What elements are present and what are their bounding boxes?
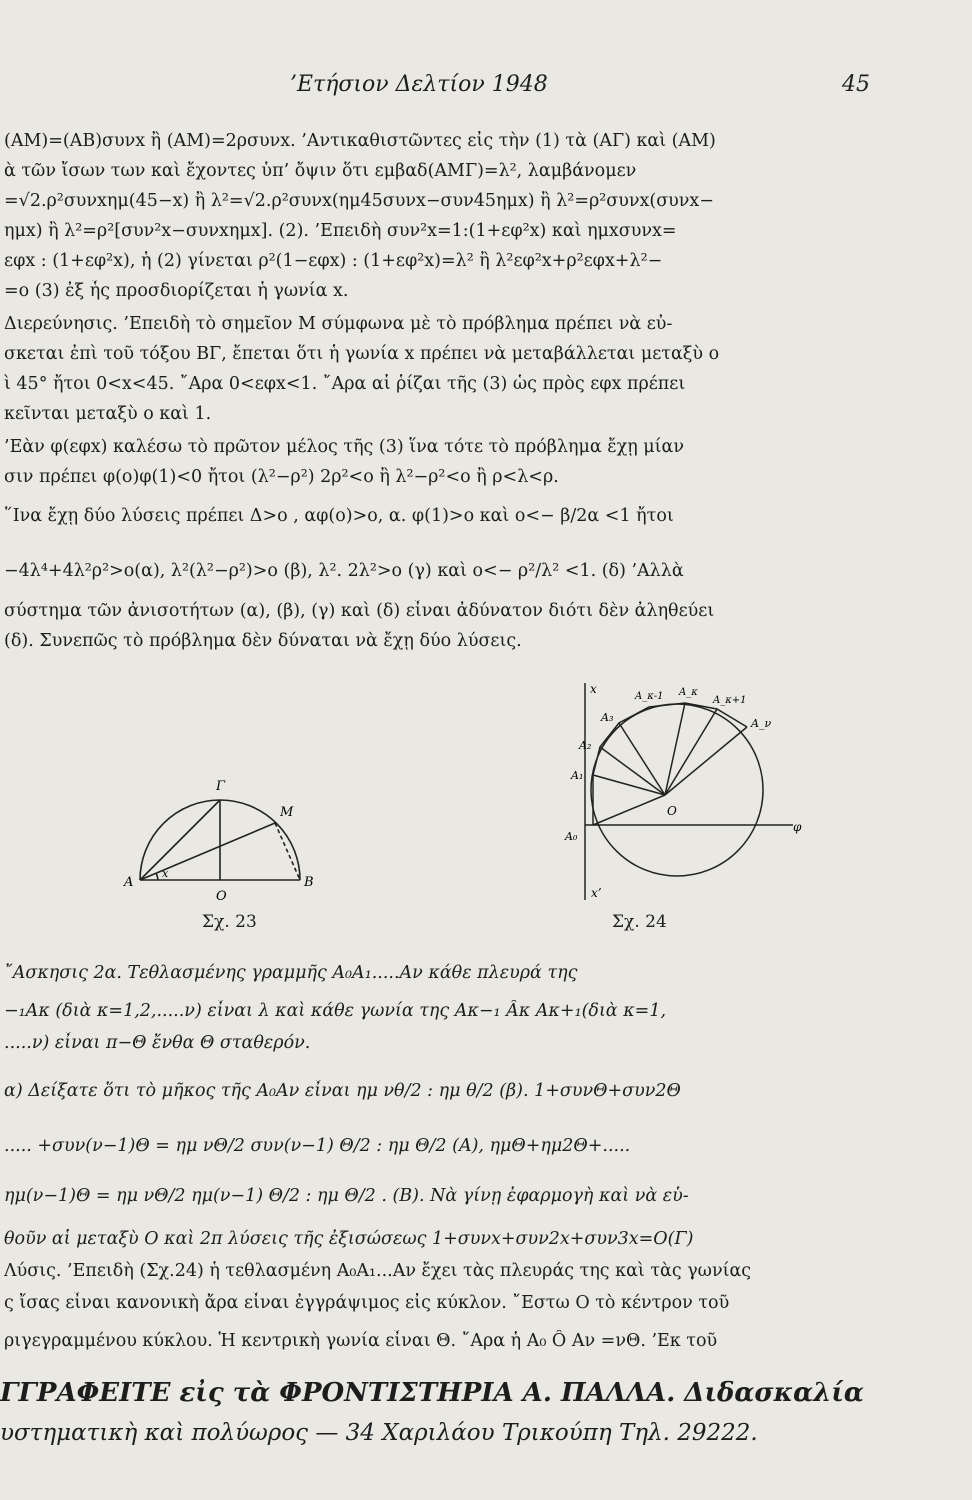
text-line: (δ). Συνεπῶς τὸ πρόβλημα δὲν δύναται νὰ ἔχῃ δύο λύσεις. <box>4 631 522 651</box>
text-line: σύστημα τῶν ἀνισοτήτων (α), (β), (γ) καὶ (δ) εἶναι ἀδύνατον διότι δὲν ἀληθεύει <box>4 601 715 621</box>
text-line: =ο (3) ἐξ ἧς προσδιορίζεται ἡ γωνία x. <box>4 281 349 301</box>
text-line: −4λ⁴+4λ²ρ²>ο(α), λ²(λ²−ρ²)>ο (β), λ². 2λ²>ο (γ) καὶ ο<− ρ²/λ² <1. (δ) ’Αλλὰ <box>4 561 684 581</box>
text-line: (ΑΜ)=(ΑΒ)συνx ἢ (ΑΜ)=2ρσυνx. ’Αντικαθιστῶντες εἰς τὴν (1) τὰ (ΑΓ) καὶ (ΑΜ) <box>4 131 716 151</box>
chord-am <box>140 823 275 880</box>
label-a2: Α₂ <box>579 739 592 752</box>
label-o: Ο <box>667 804 677 818</box>
solution-line: Λύσις. ’Επειδὴ (Σχ.24) ἡ τεθλασμένη Α₀Α₁...Αν ἔχει τὰς πλευράς της καὶ τὰς γωνίας <box>4 1261 752 1281</box>
text-line: ὶ 45° ἤτοι 0<x<45. ῎Αρα 0<εφx<1. ῎Αρα αἱ ῥίζαι τῆς (3) ὡς πρὸς εφx πρέπει <box>4 374 686 394</box>
solution-line: ριγεγραμμένου κύκλου. Ἡ κεντρικὴ γωνία εἶναι Θ. ῎Αρα ἡ Α₀ Ô Αν =νΘ. ’Εκ τοῦ <box>4 1331 718 1351</box>
text-line: εφx : (1+εφ²x), ἡ (2) γίνεται ρ²(1−εφx) : (1+εφ²x)=λ² ἢ λ²εφ²x+ρ²εφx+λ²− <box>4 251 663 271</box>
figure-23-caption: Σχ. 23 <box>202 912 257 932</box>
solution-line: ς ἴσας εἶναι κανονικὴ ἄρα εἶναι ἐγγράψιμος εἰς κύκλον. ῎Εστω Ο τὸ κέντρον τοῦ <box>4 1293 730 1313</box>
label-ak: Α_κ <box>679 687 698 698</box>
label-ak-plus-1: Α_κ+1 <box>713 695 747 706</box>
label-m: Μ <box>280 805 294 820</box>
label-g: Γ <box>216 779 226 794</box>
label-b: Β <box>304 875 314 890</box>
text-line: κεῖνται μεταξὺ ο καὶ 1. <box>4 404 212 424</box>
label-ak-minus-1: Α_κ-1 <box>635 691 664 702</box>
exercise-line: ..... +συν(ν−1)Θ = ημ νΘ/2 συν(ν−1) Θ/2 : ημ Θ/2 (Α), ημΘ+ημ2Θ+..... <box>4 1136 631 1156</box>
exercise-line: α) Δείξατε ὅτι τὸ μῆκος τῆς Α₀Αν εἶναι ημ νθ/2 : ημ θ/2 (β). 1+συνΘ+συν2Θ <box>4 1081 681 1101</box>
figure-24 <box>555 675 815 910</box>
text-line: σιν πρέπει φ(ο)φ(1)<0 ἤτοι (λ²−ρ²) 2ρ²<ο ἢ λ²−ρ²<ο ἢ ρ<λ<ρ. <box>4 467 559 487</box>
angle-x-arc <box>156 873 158 880</box>
exercise-line: ημ(ν−1)Θ = ημ νΘ/2 ημ(ν−1) Θ/2 : ημ Θ/2 . (Β). Νὰ γίνῃ ἐφαρμογὴ καὶ νὰ εὑ- <box>4 1186 689 1206</box>
label-x: x <box>162 867 169 880</box>
exercise-line: θοῦν αἱ μεταξὺ Ο καὶ 2π λύσεις τῆς ἐξισώσεως 1+συνx+συν2x+συν3x=O(Γ) <box>4 1229 694 1249</box>
page-number: 45 <box>842 72 870 97</box>
text-line: ὰ τῶν ἴσων των καὶ ἔχοντες ὑπ’ ὄψιν ὅτι εμβαδ(ΑΜΓ)=λ², λαμβάνομεν <box>4 161 637 181</box>
running-header: ’Ετήσιον Δελτίον 1948 <box>290 72 548 97</box>
radius-a0 <box>593 795 665 825</box>
radius-ak1 <box>665 709 717 795</box>
label-phi: φ <box>793 820 802 834</box>
chord-ag <box>140 800 220 880</box>
label-x-prime: x’ <box>591 886 602 900</box>
circumscribed-circle <box>591 704 763 876</box>
label-a1: Α₁ <box>571 769 584 782</box>
label-a0: Α₀ <box>565 830 578 843</box>
label-x-axis: x <box>590 682 597 696</box>
radius-a2 <box>600 747 665 795</box>
text-line: =√2.ρ²συνxημ(45−x) ἢ λ²=√2.ρ²συνx(ημ45συνx−συν45ημx) ἢ λ²=ρ²συνx(συνx− <box>4 191 714 211</box>
text-line: ῞Ινα ἔχῃ δύο λύσεις πρέπει Δ>ο , αφ(ο)>ο, α. φ(1)>ο καὶ ο<− β/2α <1 ἤτοι <box>4 506 674 526</box>
figure-23 <box>110 740 330 910</box>
text-line: ’Εὰν φ(εφx) καλέσω τὸ πρῶτον μέλος τῆς (3) ἵνα τότε τὸ πρόβλημα ἔχῃ μίαν <box>4 437 684 457</box>
figure-24-caption: Σχ. 24 <box>612 912 667 932</box>
label-an: Α_ν <box>751 717 772 730</box>
label-a3: Α₃ <box>601 711 614 724</box>
advert-line-2: υστηματικὴ καὶ πολύωρος — 34 Χαριλάου Τρικούπη Τηλ. 29222. <box>0 1420 758 1446</box>
chord-mb <box>275 823 300 880</box>
text-line: σκεται ἐπὶ τοῦ τόξου ΒΓ, ἔπεται ὅτι ἡ γωνία x πρέπει νὰ μεταβάλλεται μεταξὺ ο <box>4 344 720 364</box>
label-a: Α <box>124 875 134 890</box>
text-line: Διερεύνησις. ’Επειδὴ τὸ σημεῖον Μ σύμφωνα μὲ τὸ πρόβλημα πρέπει νὰ εὐ- <box>4 314 673 334</box>
text-line: ημx) ἢ λ²=ρ²[συν²x−συνxημx]. (2). ’Επειδὴ συν²x=1:(1+εφ²x) καὶ ημxσυνx= <box>4 221 677 241</box>
exercise-line: ῎Ασκησις 2α. Τεθλασμένης γραμμῆς Α₀Α₁.....Αν κάθε πλευρά της <box>4 963 578 983</box>
exercise-line: −₁Ακ (διὰ κ=1,2,.....ν) εἶναι λ καὶ κάθε γωνία της Ακ−₁ Âκ Ακ+₁(διὰ κ=1, <box>4 1001 667 1021</box>
label-o: Ο <box>216 889 227 904</box>
advert-line-1: ΓΓΡΑΦΕΙΤΕ εἰς τὰ ΦΡΟΝΤΙΣΤΗΡΙΑ Α. ΠΑΛΛΑ. Διδασκαλία <box>0 1378 864 1408</box>
exercise-line: .....ν) εἶναι π−Θ ἔνθα Θ σταθερόν. <box>4 1033 311 1053</box>
